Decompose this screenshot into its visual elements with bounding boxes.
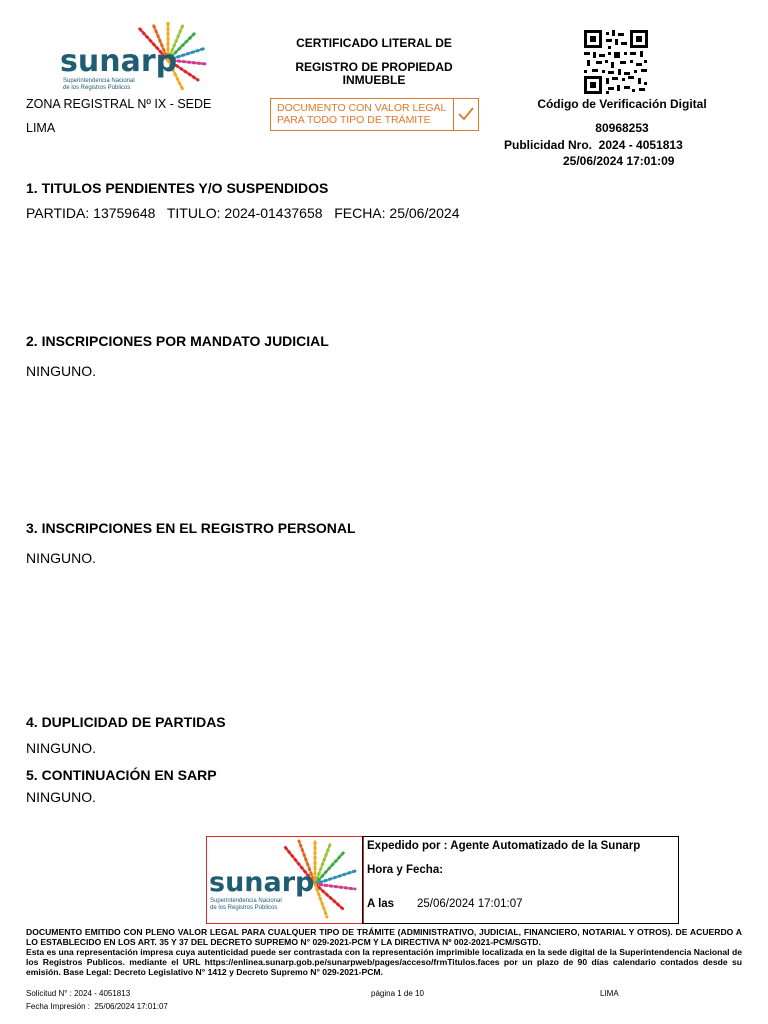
logo-subtitle bbox=[63, 78, 135, 92]
a-las-label: A las bbox=[367, 898, 395, 910]
issuance-info-box bbox=[362, 836, 679, 924]
legal-disclaimer bbox=[26, 927, 742, 977]
zona-sede: LIMA bbox=[26, 121, 56, 135]
sunarp-logo bbox=[60, 22, 220, 97]
disclaimer-line1: DOCUMENTO EMITIDO CON PLENO VALOR LEGAL PARA CUALQUER TIPO DE TRÁMITE (ADMINISTRATIVO, JUDICIAL, FINANCIERO, NOTARIAL Y OTROS). DE ACUERDO A LO ESTABLECIDO EN LOS ART. 35 Y 37 DEL DECRETO SUPREMO N° 029-2021-PCM Y LA DIRECTIVA Nº 002-2021-PCM/SGTD. bbox=[26, 927, 742, 947]
logo-subtitle-line2: de los Registros Públicos bbox=[63, 85, 131, 91]
registry-title bbox=[268, 61, 480, 87]
registry-title-line2: INMUEBLE bbox=[342, 73, 406, 87]
footer-logo-subtitle-line1: Superintendencia Nacional bbox=[210, 898, 282, 904]
section-3-text: NINGUNO. bbox=[26, 550, 96, 566]
disclaimer-line2: Esta es una representación impresa cuya autenticidad puede ser contrastada con la representación imprimible localizada en la sede digital de la Superintendencia Nacional de los Registros Publicos. mediante el URL https://enlinea.sunarp.gob.pe/sunarpweb/pages/acceso/frmTitulos.faces por un plazo de 90 días calendario contados desde su emisión. Base Legal: Decreto Legislativo N° 1412 y Decreto Supremo N° 029-2021-PCM. bbox=[26, 947, 742, 977]
solicitud-number: Solicitud N° : 2024 - 4051813 bbox=[26, 989, 131, 998]
legal-value-badge bbox=[270, 98, 479, 131]
verification-label: Código de Verificación Digital bbox=[537, 97, 707, 111]
section-1-title: 1. TITULOS PENDIENTES Y/O SUSPENDIDOS bbox=[26, 180, 329, 196]
checkmark-icon bbox=[457, 105, 475, 123]
fecha-impresion: Fecha Impresión : 25/06/2024 17:01:07 bbox=[26, 1002, 168, 1011]
hora-fecha-label: Hora y Fecha: bbox=[367, 864, 444, 876]
section-5-title: 5. CONTINUACIÓN EN SARP bbox=[26, 767, 217, 783]
section-3-title: 3. INSCRIPCIONES EN EL REGISTRO PERSONAL bbox=[26, 520, 356, 536]
section-4-title: 4. DUPLICIDAD DE PARTIDAS bbox=[26, 714, 226, 730]
footer-logo-subtitle-line2: de los Registros Públicos bbox=[210, 905, 278, 911]
footer-logo-subtitle bbox=[210, 898, 282, 912]
issue-datetime: 25/06/2024 17:01:09 bbox=[563, 154, 675, 168]
footer-city: LIMA bbox=[600, 989, 619, 998]
section-2-title: 2. INSCRIPCIONES POR MANDATO JUDICIAL bbox=[26, 333, 329, 349]
legal-badge-text bbox=[277, 102, 446, 126]
legal-badge-line1: DOCUMENTO CON VALOR LEGAL bbox=[277, 102, 447, 114]
section-1-text: PARTIDA: 13759648 TITULO: 2024-01437658 FECHA: 25/06/2024 bbox=[26, 205, 460, 221]
logo-wordmark: sunarp bbox=[60, 44, 178, 79]
registry-title-line1: REGISTRO DE PROPIEDAD bbox=[295, 60, 453, 74]
page-number: página 1 de 10 bbox=[371, 989, 424, 998]
section-5-text: NINGUNO. bbox=[26, 789, 96, 805]
a-las-value: 25/06/2024 17:01:07 bbox=[417, 898, 523, 910]
qr-code bbox=[584, 30, 648, 94]
publicidad-number: Publicidad Nro. 2024 - 4051813 bbox=[504, 138, 683, 152]
verification-code: 80968253 bbox=[595, 121, 649, 135]
legal-badge-line2: PARA TODO TIPO DE TRÁMITE bbox=[277, 114, 431, 126]
certificate-title: CERTIFICADO LITERAL DE bbox=[296, 36, 452, 50]
legal-badge-divider bbox=[453, 99, 454, 130]
footer-logo-wordmark: sunarp bbox=[209, 867, 315, 898]
section-2-text: NINGUNO. bbox=[26, 363, 96, 379]
footer-logo-box bbox=[206, 836, 364, 924]
expedido-por: Expedido por : Agente Automatizado de la Sunarp bbox=[367, 840, 641, 852]
logo-subtitle-line1: Superintendencia Nacional bbox=[63, 78, 135, 84]
zona-registral: ZONA REGISTRAL Nº IX - SEDE bbox=[26, 97, 212, 111]
section-4-text: NINGUNO. bbox=[26, 740, 96, 756]
